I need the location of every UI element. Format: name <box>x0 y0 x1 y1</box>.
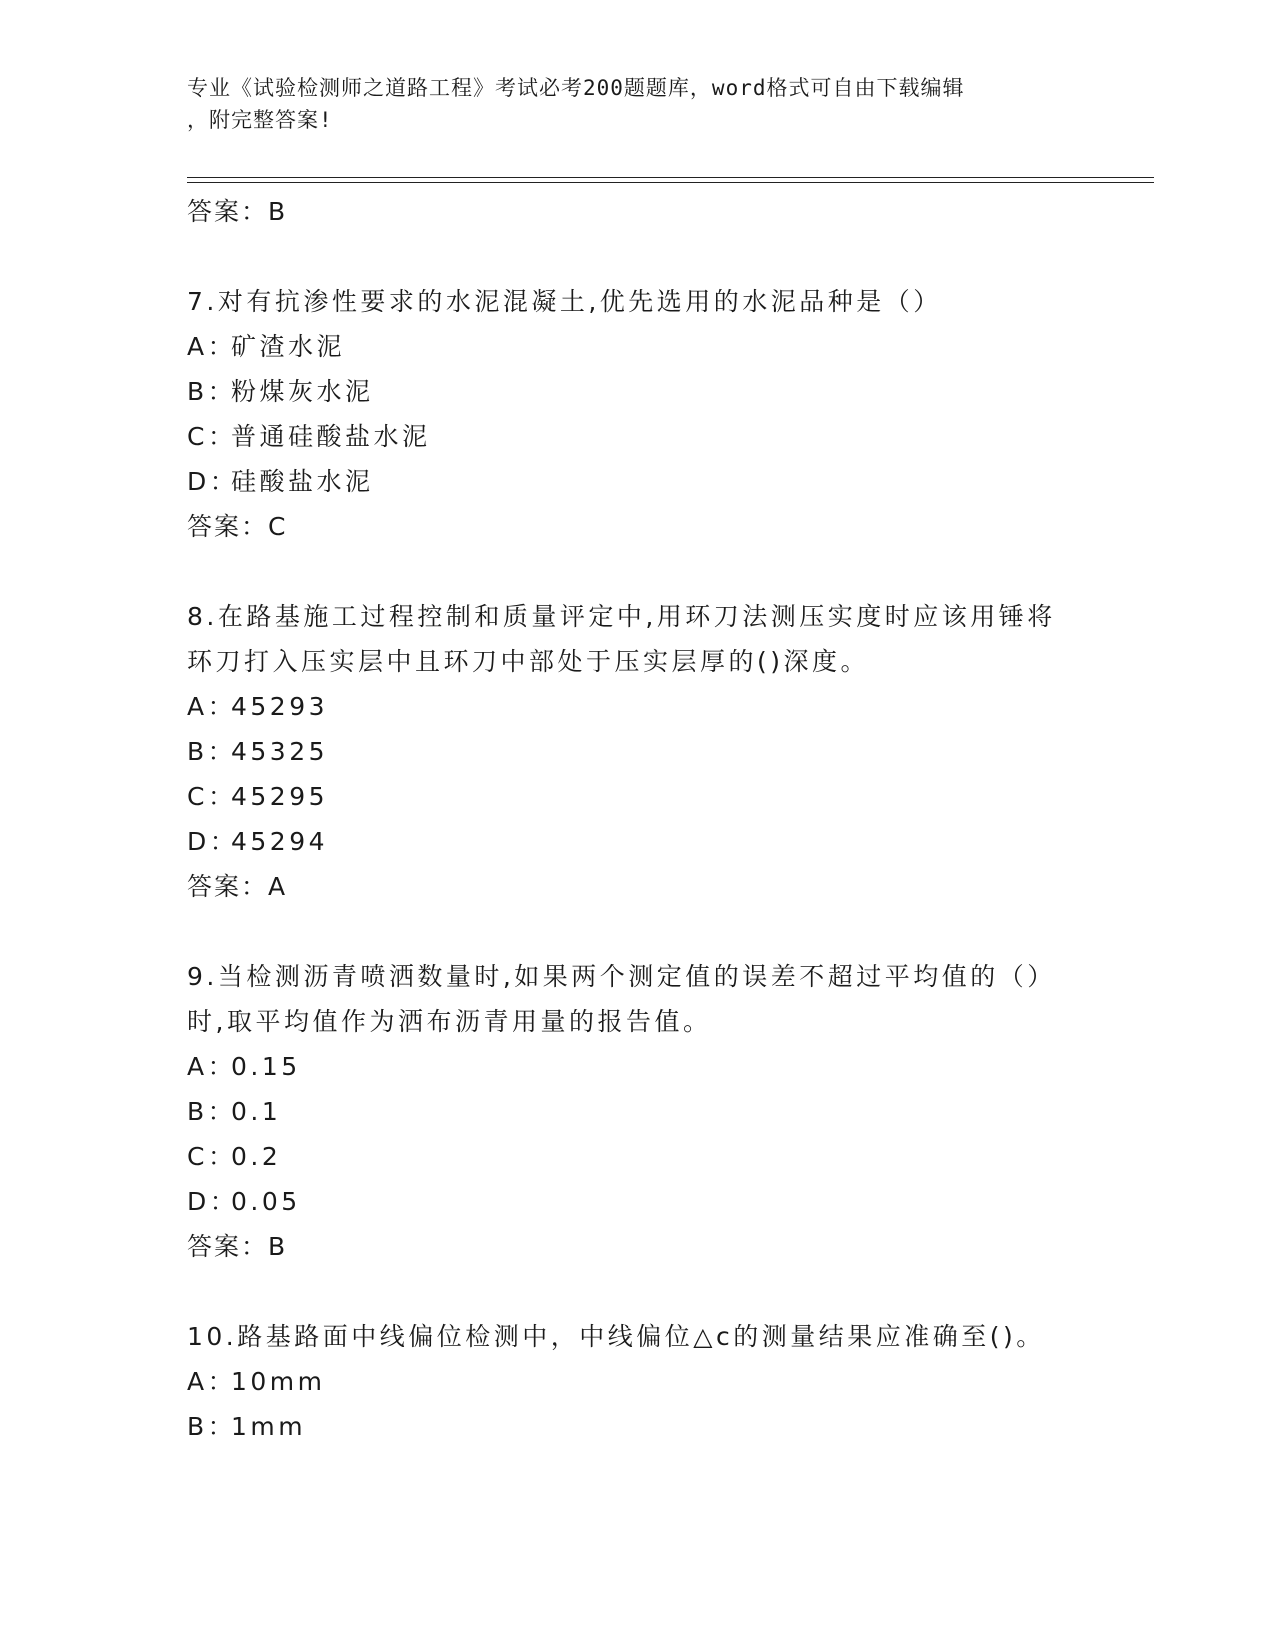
question-8-option-b <box>187 732 1087 768</box>
question-9-option-b <box>187 1092 1087 1128</box>
question-7-option-d <box>187 462 1087 498</box>
option-text: 45293 <box>231 692 329 721</box>
option-label: A： <box>187 1367 237 1396</box>
question-7-stem: 7.对有抗渗性要求的水泥混凝土,优先选用的水泥品种是（） <box>187 287 942 316</box>
option-text: 0.15 <box>231 1052 301 1081</box>
option-label: D： <box>187 827 239 856</box>
option-text: 硅酸盐水泥 <box>231 467 374 496</box>
option-label: D： <box>187 1187 239 1216</box>
option-text: 45294 <box>231 827 329 856</box>
question-9-stem-line-2: 时,取平均值作为洒布沥青用量的报告值。 <box>187 1007 712 1036</box>
option-label: B： <box>187 1097 237 1126</box>
option-label: A： <box>187 692 237 721</box>
option-label: B： <box>187 377 237 406</box>
question-9-stem-line-1: 9.当检测沥青喷洒数量时,如果两个测定值的误差不超过平均值的（） <box>187 962 1056 991</box>
document-header <box>187 72 1067 136</box>
option-text: 45325 <box>231 737 329 766</box>
question-7-option-b <box>187 372 1087 408</box>
question-8-option-c <box>187 777 1087 813</box>
answer-line: 答案：B <box>187 197 288 226</box>
header-divider-bottom <box>187 182 1154 183</box>
question-9-option-c <box>187 1137 1087 1173</box>
option-label: C： <box>187 422 237 451</box>
option-text: 0.2 <box>231 1142 282 1171</box>
header-line-1: 专业《试验检测师之道路工程》考试必考200题题库，word格式可自由下载编辑 <box>187 76 965 100</box>
option-label: C： <box>187 782 237 811</box>
question-9-option-a <box>187 1047 1087 1083</box>
option-label: C： <box>187 1142 237 1171</box>
option-text: 矿渣水泥 <box>231 332 346 361</box>
question-10-option-b <box>187 1407 1087 1443</box>
option-label: D： <box>187 467 239 496</box>
question-8-stem-line-2: 环刀打入压实层中且环刀中部处于压实层厚的()深度。 <box>187 647 870 676</box>
question-8-option-a <box>187 687 1087 723</box>
option-text: 10mm <box>231 1367 326 1396</box>
option-text: 0.1 <box>231 1097 282 1126</box>
question-7-option-a <box>187 327 1087 363</box>
option-text: 普通硅酸盐水泥 <box>231 422 431 451</box>
option-label: B： <box>187 737 237 766</box>
option-label: B： <box>187 1412 237 1441</box>
question-8-stem-line-1: 8.在路基施工过程控制和质量评定中,用环刀法测压实度时应该用锤将 <box>187 602 1056 631</box>
header-line-2: ，附完整答案! <box>187 108 333 132</box>
option-text: 1mm <box>231 1412 307 1441</box>
question-8-answer: 答案：A <box>187 872 288 901</box>
question-9-option-d <box>187 1182 1087 1218</box>
header-divider-top <box>187 177 1154 178</box>
option-label: A： <box>187 332 237 361</box>
question-10-stem: 10.路基路面中线偏位检测中，中线偏位△c的测量结果应准确至()。 <box>187 1322 1045 1351</box>
option-text: 0.05 <box>231 1187 301 1216</box>
option-text: 粉煤灰水泥 <box>231 377 374 406</box>
question-10-option-a <box>187 1362 1087 1398</box>
question-7-answer: 答案：C <box>187 512 288 541</box>
question-8-option-d <box>187 822 1087 858</box>
question-7-option-c <box>187 417 1087 453</box>
option-text: 45295 <box>231 782 329 811</box>
question-9-answer: 答案：B <box>187 1232 288 1261</box>
option-label: A： <box>187 1052 237 1081</box>
